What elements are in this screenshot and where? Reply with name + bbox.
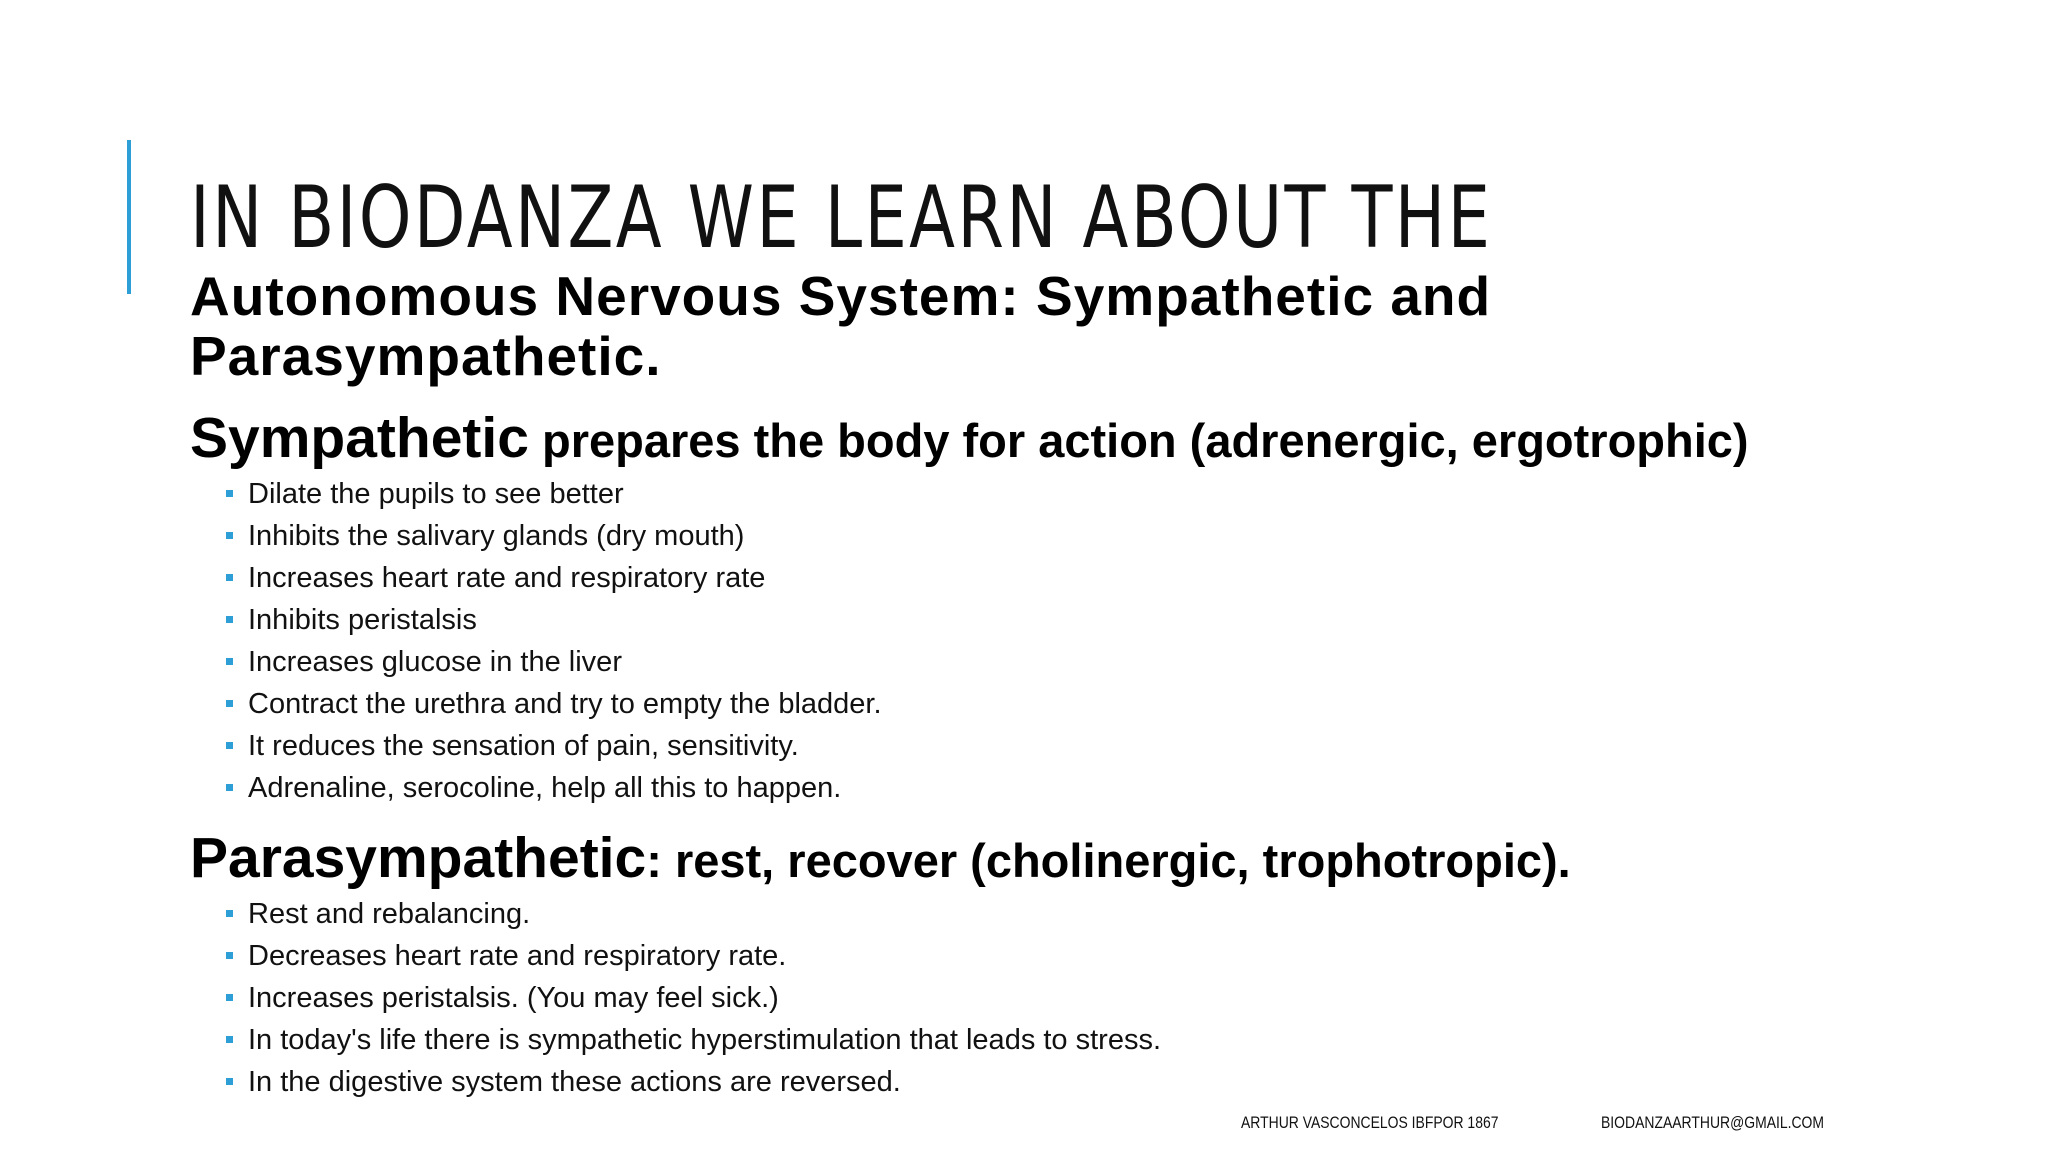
parasympathetic-list [226, 893, 1161, 1103]
list-item-text: Decreases heart rate and respiratory rate. [248, 940, 787, 972]
list-item-text: Increases glucose in the liver [248, 646, 622, 678]
bullet-square-icon [226, 532, 233, 539]
list-item-text: In today's life there is sympathetic hyperstimulation that leads to stress. [248, 1024, 1162, 1056]
list-item-text: Rest and rebalancing. [248, 898, 531, 930]
list-item [226, 725, 882, 767]
list-item-text: Adrenaline, serocoline, help all this to happen. [248, 772, 842, 804]
list-item [226, 977, 1161, 1019]
sympathetic-heading-rest: prepares the body for action (adrenergic, ergotrophic) [528, 414, 1749, 467]
list-item-text: Dilate the pupils to see better [248, 478, 624, 510]
list-item-text: In the digestive system these actions are reversed. [248, 1066, 901, 1098]
list-item [226, 473, 882, 515]
bullet-square-icon [226, 658, 233, 665]
bullet-square-icon [226, 742, 233, 749]
slide-subtitle: Autonomous Nervous System: Sympathetic and Parasympathetic. [190, 265, 1492, 387]
list-item-text: Inhibits the salivary glands (dry mouth) [248, 520, 745, 552]
bullet-square-icon [226, 1036, 233, 1043]
sympathetic-heading-lead: Sympathetic [190, 406, 529, 470]
list-item [226, 557, 882, 599]
list-item [226, 515, 882, 557]
sympathetic-list [226, 473, 882, 809]
bullet-square-icon [226, 700, 233, 707]
bullet-square-icon [226, 910, 233, 917]
bullet-square-icon [226, 784, 233, 791]
list-item [226, 599, 882, 641]
parasympathetic-heading-rest: : rest, recover (cholinergic, trophotropic). [646, 834, 1571, 887]
bullet-square-icon [226, 994, 233, 1001]
bullet-square-icon [226, 574, 233, 581]
list-item [226, 1019, 1161, 1061]
list-item [226, 767, 882, 809]
list-item-text: Increases peristalsis. (You may feel sick.) [248, 982, 779, 1014]
list-item-text: Increases heart rate and respiratory rate [248, 562, 766, 594]
list-item [226, 1061, 1161, 1103]
list-item [226, 683, 882, 725]
list-item [226, 641, 882, 683]
slide-title: IN BIODANZA WE LEARN ABOUT THE [190, 168, 1493, 268]
bullet-square-icon [226, 616, 233, 623]
list-item-text: It reduces the sensation of pain, sensitivity. [248, 730, 799, 762]
bullet-square-icon [226, 1078, 233, 1085]
parasympathetic-heading-lead: Parasympathetic [190, 826, 647, 890]
list-item [226, 893, 1161, 935]
footer-email: BIODANZAARTHUR@GMAIL.COM [1601, 1113, 1825, 1132]
title-accent-bar [127, 140, 131, 294]
list-item-text: Contract the urethra and try to empty the bladder. [248, 688, 882, 720]
bullet-square-icon [226, 952, 233, 959]
bullet-square-icon [226, 490, 233, 497]
list-item-text: Inhibits peristalsis [248, 604, 477, 636]
footer-author: ARTHUR VASCONCELOS IBFPOR 1867 [1241, 1113, 1499, 1132]
list-item [226, 935, 1161, 977]
